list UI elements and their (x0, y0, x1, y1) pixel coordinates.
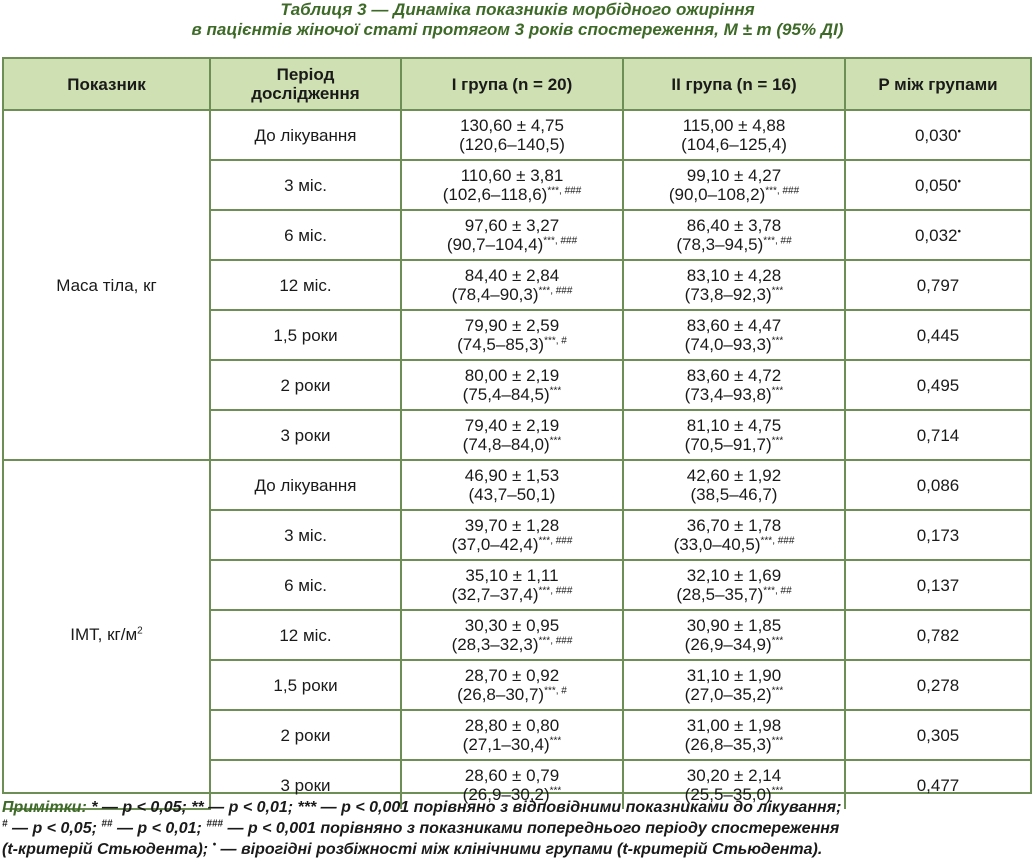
significance-mark: *** (771, 285, 784, 297)
mean-value: 84,40 ± 2,84 (464, 266, 560, 285)
group-1-cell (401, 310, 623, 360)
p-value-cell (845, 360, 1030, 410)
group-2-cell (623, 660, 845, 710)
ci-value: (74,8–84,0) (462, 435, 550, 454)
ci-value: (75,4–84,5) (462, 385, 550, 404)
ci-line (626, 735, 842, 754)
period-cell: 6 міс. (210, 560, 401, 610)
ci-value: (90,0–108,2) (668, 185, 766, 204)
data-table (4, 59, 1030, 810)
notes-mark-3: ### (206, 818, 223, 830)
ci-value: (73,8–92,3) (684, 285, 772, 304)
group-1-cell (401, 660, 623, 710)
period-cell: 6 міс. (210, 210, 401, 260)
significance-mark: ***, # (544, 685, 567, 697)
period-cell: 3 міс. (210, 160, 401, 210)
ci-line (626, 185, 842, 204)
ci-line (626, 235, 842, 254)
mean-value: 79,40 ± 2,19 (464, 416, 560, 435)
significance-mark: *** (771, 335, 784, 347)
ci-line (404, 485, 620, 504)
header-period (210, 59, 401, 110)
group-1-cell (401, 260, 623, 310)
period-cell: 3 роки (210, 760, 401, 809)
ci-value: (27,0–35,2) (684, 685, 772, 704)
mean-value: 99,10 ± 4,27 (686, 166, 782, 185)
notes-line-2-b: — p < 0,01; (112, 820, 207, 837)
ci-value: (43,7–50,1) (468, 485, 556, 504)
group-2-cell (623, 260, 845, 310)
p-value: 0,477 (916, 775, 960, 795)
mean-value: 30,20 ± 2,14 (686, 766, 782, 785)
ci-value: (102,6–118,6) (442, 185, 548, 204)
ci-line (626, 635, 842, 654)
ci-line (404, 435, 620, 454)
ci-value: (28,5–35,7) (676, 585, 764, 604)
mean-value: 28,70 ± 0,92 (464, 666, 560, 685)
notes-line-2-c: — p < 0,001 порівняно з показниками попереднього періоду спостереження (223, 820, 840, 837)
ci-value: (37,0–42,4) (451, 535, 539, 554)
mean-value: 81,10 ± 4,75 (686, 416, 782, 435)
p-value: 0,797 (916, 275, 960, 295)
notes-mark-bullet: • (212, 839, 217, 851)
caption-line-1: Таблиця 3 — Динаміка показників морбідного ожиріння (280, 0, 755, 19)
p-value-cell (845, 460, 1030, 510)
header-group-2: II група (n = 16) (623, 59, 845, 110)
ci-value: (32,7–37,4) (451, 585, 539, 604)
mean-value: 30,30 ± 0,95 (464, 616, 560, 635)
period-cell: 1,5 роки (210, 660, 401, 710)
indicator-cell (4, 460, 210, 809)
notes-line-2-a: — p < 0,05; (7, 820, 102, 837)
p-value-cell (845, 710, 1030, 760)
group-2-cell (623, 160, 845, 210)
p-value-cell (845, 510, 1030, 560)
indicator-cell (4, 110, 210, 460)
notes-line-3 (2, 839, 1033, 860)
group-1-cell (401, 160, 623, 210)
p-value: 0,782 (916, 625, 960, 645)
ci-line (404, 285, 620, 304)
group-2-cell (623, 510, 845, 560)
ci-value: (78,3–94,5) (676, 235, 764, 254)
group-1-cell (401, 710, 623, 760)
mean-value: 28,60 ± 0,79 (464, 766, 560, 785)
ci-value: (26,9–34,9) (684, 635, 772, 654)
period-cell: 12 міс. (210, 610, 401, 660)
significance-mark: *** (771, 735, 784, 747)
group-2-cell (623, 360, 845, 410)
p-value-cell (845, 560, 1030, 610)
mean-value: 35,10 ± 1,11 (465, 566, 559, 585)
ci-value: (74,5–85,3) (457, 335, 545, 354)
mean-value: 79,90 ± 2,59 (464, 316, 560, 335)
between-group-mark: • (957, 225, 962, 237)
between-group-mark: • (957, 125, 962, 137)
group-1-cell (401, 410, 623, 460)
notes-lead: Примітки: (2, 799, 87, 816)
mean-value: 30,90 ± 1,85 (686, 616, 782, 635)
ci-line (404, 185, 620, 204)
ci-line (626, 285, 842, 304)
notes-line-2 (2, 818, 1033, 839)
mean-value: 97,60 ± 3,27 (464, 216, 560, 235)
ci-value: (74,0–93,3) (684, 335, 772, 354)
group-1-cell (401, 610, 623, 660)
ci-line (404, 535, 620, 554)
p-value-cell (845, 160, 1030, 210)
ci-line (626, 335, 842, 354)
p-value-cell (845, 260, 1030, 310)
ci-line (626, 685, 842, 704)
group-2-cell (623, 210, 845, 260)
mean-value: 31,10 ± 1,90 (686, 666, 782, 685)
p-value: 0,173 (916, 525, 960, 545)
ci-line (404, 585, 620, 604)
ci-line (404, 735, 620, 754)
significance-mark: ***, ### (538, 285, 573, 297)
header-indicator: Показник (4, 59, 210, 110)
period-cell: 2 роки (210, 710, 401, 760)
significance-mark: *** (771, 685, 784, 697)
ci-line (404, 385, 620, 404)
period-cell: До лікування (210, 110, 401, 160)
ci-value: (38,5–46,7) (690, 485, 778, 504)
p-value: 0,086 (916, 475, 960, 495)
data-table-wrapper (2, 57, 1032, 804)
notes-mark-2: ## (101, 818, 113, 830)
significance-mark: ***, ### (538, 535, 573, 547)
group-2-cell (623, 310, 845, 360)
p-value: 0,445 (916, 325, 960, 345)
ci-line (626, 585, 842, 604)
mean-value: 83,60 ± 4,47 (686, 316, 782, 335)
group-1-cell (401, 110, 623, 160)
header-group-1: I група (n = 20) (401, 59, 623, 110)
period-cell: 2 роки (210, 360, 401, 410)
p-value: 0,030 (914, 125, 958, 145)
group-1-cell (401, 510, 623, 560)
significance-mark: *** (771, 435, 784, 447)
group-1-cell (401, 560, 623, 610)
indicator-label: Маса тіла, кг (56, 275, 157, 295)
ci-value: (27,1–30,4) (462, 735, 550, 754)
ci-value: (78,4–90,3) (451, 285, 539, 304)
ci-line (626, 135, 842, 154)
significance-mark: *** (549, 735, 562, 747)
ci-value: (28,3–32,3) (451, 635, 539, 654)
p-value-cell (845, 660, 1030, 710)
group-2-cell (623, 710, 845, 760)
ci-value: (26,8–30,7) (457, 685, 545, 704)
mean-value: 39,70 ± 1,28 (464, 516, 560, 535)
significance-mark: *** (771, 385, 784, 397)
table-row (4, 460, 1030, 510)
p-value-cell (845, 210, 1030, 260)
ci-line (626, 435, 842, 454)
mean-value: 80,00 ± 2,19 (464, 366, 560, 385)
header-period-line1: Період (276, 65, 335, 84)
mean-value: 42,60 ± 1,92 (686, 466, 782, 485)
p-value: 0,714 (916, 425, 960, 445)
notes-line-1 (2, 797, 1033, 818)
significance-mark: ***, ## (763, 585, 792, 597)
period-cell: 3 міс. (210, 510, 401, 560)
p-value: 0,137 (916, 575, 960, 595)
mean-value: 130,60 ± 4,75 (460, 116, 564, 135)
period-cell: 3 роки (210, 410, 401, 460)
ci-line (626, 385, 842, 404)
p-value: 0,050 (914, 175, 958, 195)
caption-line-2: в пацієнтів жіночої статі протягом 3 років спостереження, M ± m (95% ДІ) (191, 20, 844, 39)
significance-mark: *** (549, 435, 562, 447)
group-2-cell (623, 410, 845, 460)
header-period-line2: дослідження (251, 84, 360, 103)
significance-mark: *** (549, 385, 562, 397)
period-cell: 1,5 роки (210, 310, 401, 360)
indicator-superscript: 2 (137, 625, 143, 637)
mean-value: 36,70 ± 1,78 (686, 516, 782, 535)
ci-value: (26,8–35,3) (684, 735, 772, 754)
p-value: 0,278 (916, 675, 960, 695)
p-value-cell (845, 610, 1030, 660)
significance-mark: ***, ### (765, 185, 800, 197)
notes-line-3-a: (t-критерій Стьюдента); (2, 841, 213, 858)
mean-value: 110,60 ± 3,81 (460, 166, 564, 185)
group-2-cell (623, 110, 845, 160)
ci-value: (90,7–104,4) (446, 235, 544, 254)
ci-value: (25,5–35,0) (684, 785, 772, 804)
significance-mark: *** (771, 785, 784, 797)
ci-value: (33,0–40,5) (673, 535, 761, 554)
p-value: 0,032 (914, 225, 958, 245)
notes-mark-1: # (2, 818, 8, 830)
p-value-cell (845, 110, 1030, 160)
period-cell: До лікування (210, 460, 401, 510)
group-1-cell (401, 360, 623, 410)
mean-value: 28,80 ± 0,80 (464, 716, 560, 735)
mean-value: 115,00 ± 4,88 (682, 116, 786, 135)
significance-mark: ***, ### (547, 185, 582, 197)
ci-value: (73,4–93,8) (684, 385, 772, 404)
significance-mark: ***, ### (760, 535, 795, 547)
significance-mark: ***, # (544, 335, 567, 347)
p-value-cell (845, 310, 1030, 360)
significance-mark: *** (771, 635, 784, 647)
p-value: 0,305 (916, 725, 960, 745)
between-group-mark: • (957, 175, 962, 187)
group-1-cell (401, 460, 623, 510)
group-2-cell (623, 460, 845, 510)
ci-value: (70,5–91,7) (684, 435, 772, 454)
group-1-cell (401, 210, 623, 260)
ci-line (626, 535, 842, 554)
table-caption (0, 0, 1035, 40)
ci-value: (26,9–30,2) (462, 785, 550, 804)
indicator-label: ІМТ, кг/м (70, 625, 138, 644)
mean-value: 32,10 ± 1,69 (686, 566, 782, 585)
ci-line (404, 685, 620, 704)
notes-line-3-b: — вірогідні розбіжності між клінічними групами (t-критерій Стьюдента). (216, 841, 823, 858)
header-row (4, 59, 1030, 110)
group-2-cell (623, 610, 845, 660)
significance-mark: ***, ### (543, 235, 578, 247)
period-cell: 12 міс. (210, 260, 401, 310)
group-2-cell (623, 560, 845, 610)
significance-mark: ***, ### (538, 635, 573, 647)
notes-line-1-text: * — p < 0,05; ** — p < 0,01; *** — p < 0,001 порівняно з відповідними показниками до лікування; (91, 799, 842, 816)
table-notes (2, 797, 1033, 860)
ci-line (626, 485, 842, 504)
significance-mark: ***, ## (763, 235, 792, 247)
ci-line (404, 335, 620, 354)
mean-value: 83,60 ± 4,72 (686, 366, 782, 385)
ci-value: (120,6–140,5) (459, 135, 565, 154)
mean-value: 83,10 ± 4,28 (686, 266, 782, 285)
significance-mark: ***, ### (538, 585, 573, 597)
p-value: 0,495 (916, 375, 960, 395)
ci-value: (104,6–125,4) (681, 135, 787, 154)
mean-value: 86,40 ± 3,78 (686, 216, 782, 235)
significance-mark: *** (549, 785, 562, 797)
ci-line (404, 235, 620, 254)
ci-line (404, 635, 620, 654)
header-p-value: P між групами (845, 59, 1030, 110)
ci-line (404, 135, 620, 154)
mean-value: 31,00 ± 1,98 (686, 716, 782, 735)
p-value-cell (845, 410, 1030, 460)
mean-value: 46,90 ± 1,53 (464, 466, 560, 485)
table-row (4, 110, 1030, 160)
